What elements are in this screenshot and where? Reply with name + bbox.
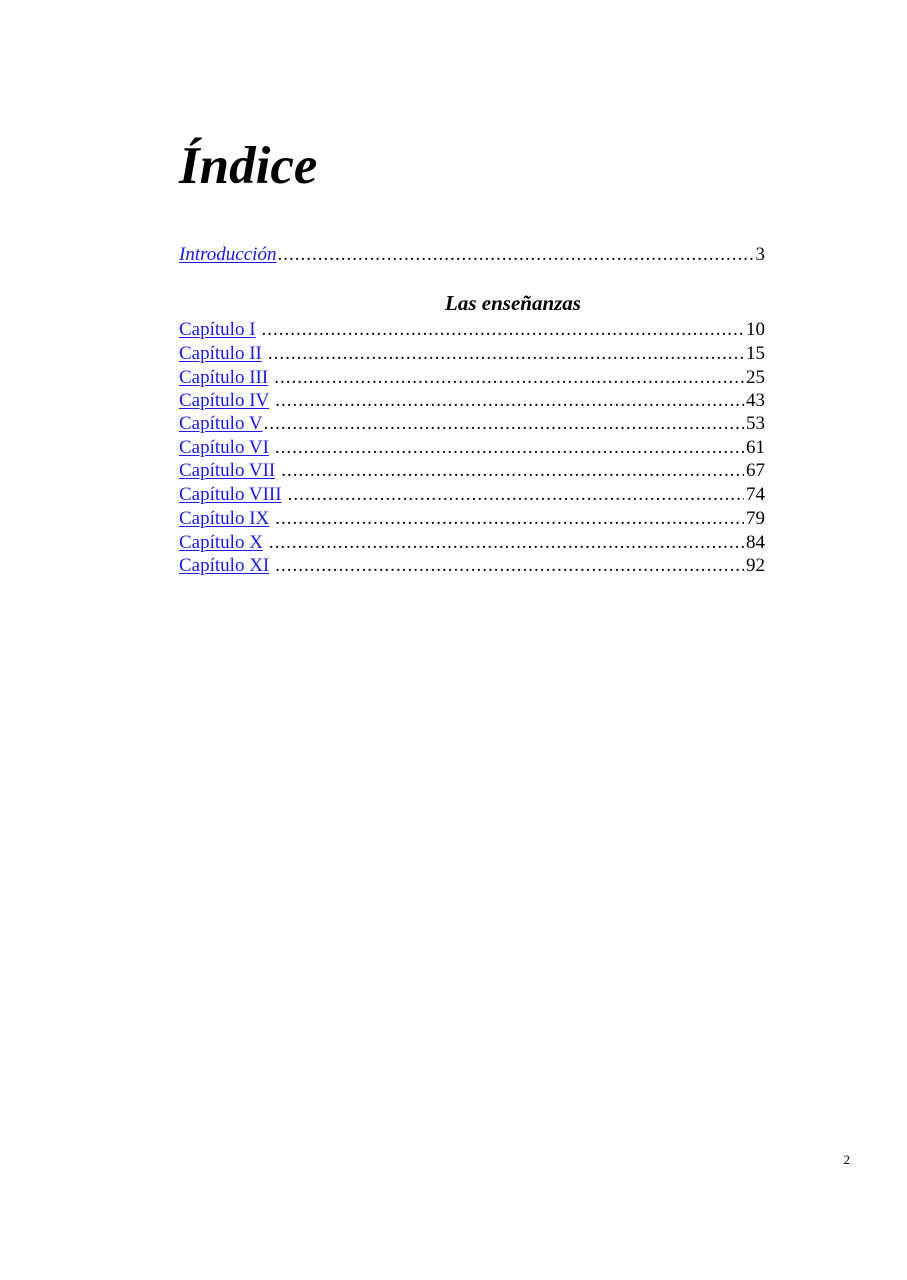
section-heading: Las enseñanzas (445, 291, 581, 315)
toc-link-capitulo-4[interactable]: Capítulo IV (179, 390, 270, 411)
toc-page-number: 15 (746, 343, 765, 364)
toc-entry-capitulo-10 (179, 531, 765, 555)
toc-entry-capitulo-9 (179, 507, 765, 531)
toc-page-number: 3 (755, 244, 765, 265)
toc-page-number: 92 (746, 555, 765, 576)
toc-leader (281, 459, 744, 483)
page-number: 2 (843, 1152, 850, 1167)
toc-leader (274, 366, 744, 390)
toc-entry-capitulo-7 (179, 459, 765, 483)
page-title: Índice (179, 137, 318, 195)
toc-leader (275, 507, 744, 531)
toc-entry-capitulo-6 (179, 436, 765, 460)
toc-page-number: 53 (746, 413, 765, 434)
toc-entry-capitulo-1 (179, 318, 765, 342)
toc-entry-capitulo-2 (179, 342, 765, 366)
toc-leader (262, 318, 744, 342)
toc-link-capitulo-5[interactable]: Capítulo V (179, 413, 263, 434)
toc-leader (277, 243, 753, 267)
toc-link-capitulo-1[interactable]: Capítulo I (179, 319, 256, 340)
toc-page-number: 84 (746, 532, 765, 553)
toc-entry-capitulo-3 (179, 366, 765, 390)
toc-leader (264, 412, 744, 436)
toc-entry-capitulo-4 (179, 389, 765, 413)
toc-link-capitulo-2[interactable]: Capítulo II (179, 343, 262, 364)
toc-link-capitulo-11[interactable]: Capítulo XI (179, 555, 270, 576)
toc-link-capitulo-8[interactable]: Capítulo VIII (179, 484, 282, 505)
toc-leader (275, 389, 744, 413)
toc-page-number: 43 (746, 390, 765, 411)
toc-leader (269, 531, 744, 555)
toc-entry-capitulo-8 (179, 483, 765, 507)
toc-entry-introduccion (179, 243, 765, 267)
toc-link-capitulo-9[interactable]: Capítulo IX (179, 508, 270, 529)
toc-entry-capitulo-11 (179, 554, 765, 578)
toc-page-number: 10 (746, 319, 765, 340)
toc-page-number: 25 (746, 367, 765, 388)
toc-leader (275, 436, 744, 460)
toc-leader (268, 342, 744, 366)
toc-leader (275, 554, 744, 578)
toc-leader (288, 483, 744, 507)
toc-link-capitulo-10[interactable]: Capítulo X (179, 532, 263, 553)
toc-link-introduccion[interactable]: Introducción (179, 244, 277, 265)
toc-page-number: 67 (746, 460, 765, 481)
toc-page-number: 61 (746, 437, 765, 458)
toc-link-capitulo-3[interactable]: Capítulo III (179, 367, 269, 388)
toc-entry-capitulo-5 (179, 412, 765, 436)
toc-link-capitulo-7[interactable]: Capítulo VII (179, 460, 276, 481)
toc-page-number: 79 (746, 508, 765, 529)
toc-link-capitulo-6[interactable]: Capítulo VI (179, 437, 269, 458)
toc-page-number: 74 (746, 484, 765, 505)
